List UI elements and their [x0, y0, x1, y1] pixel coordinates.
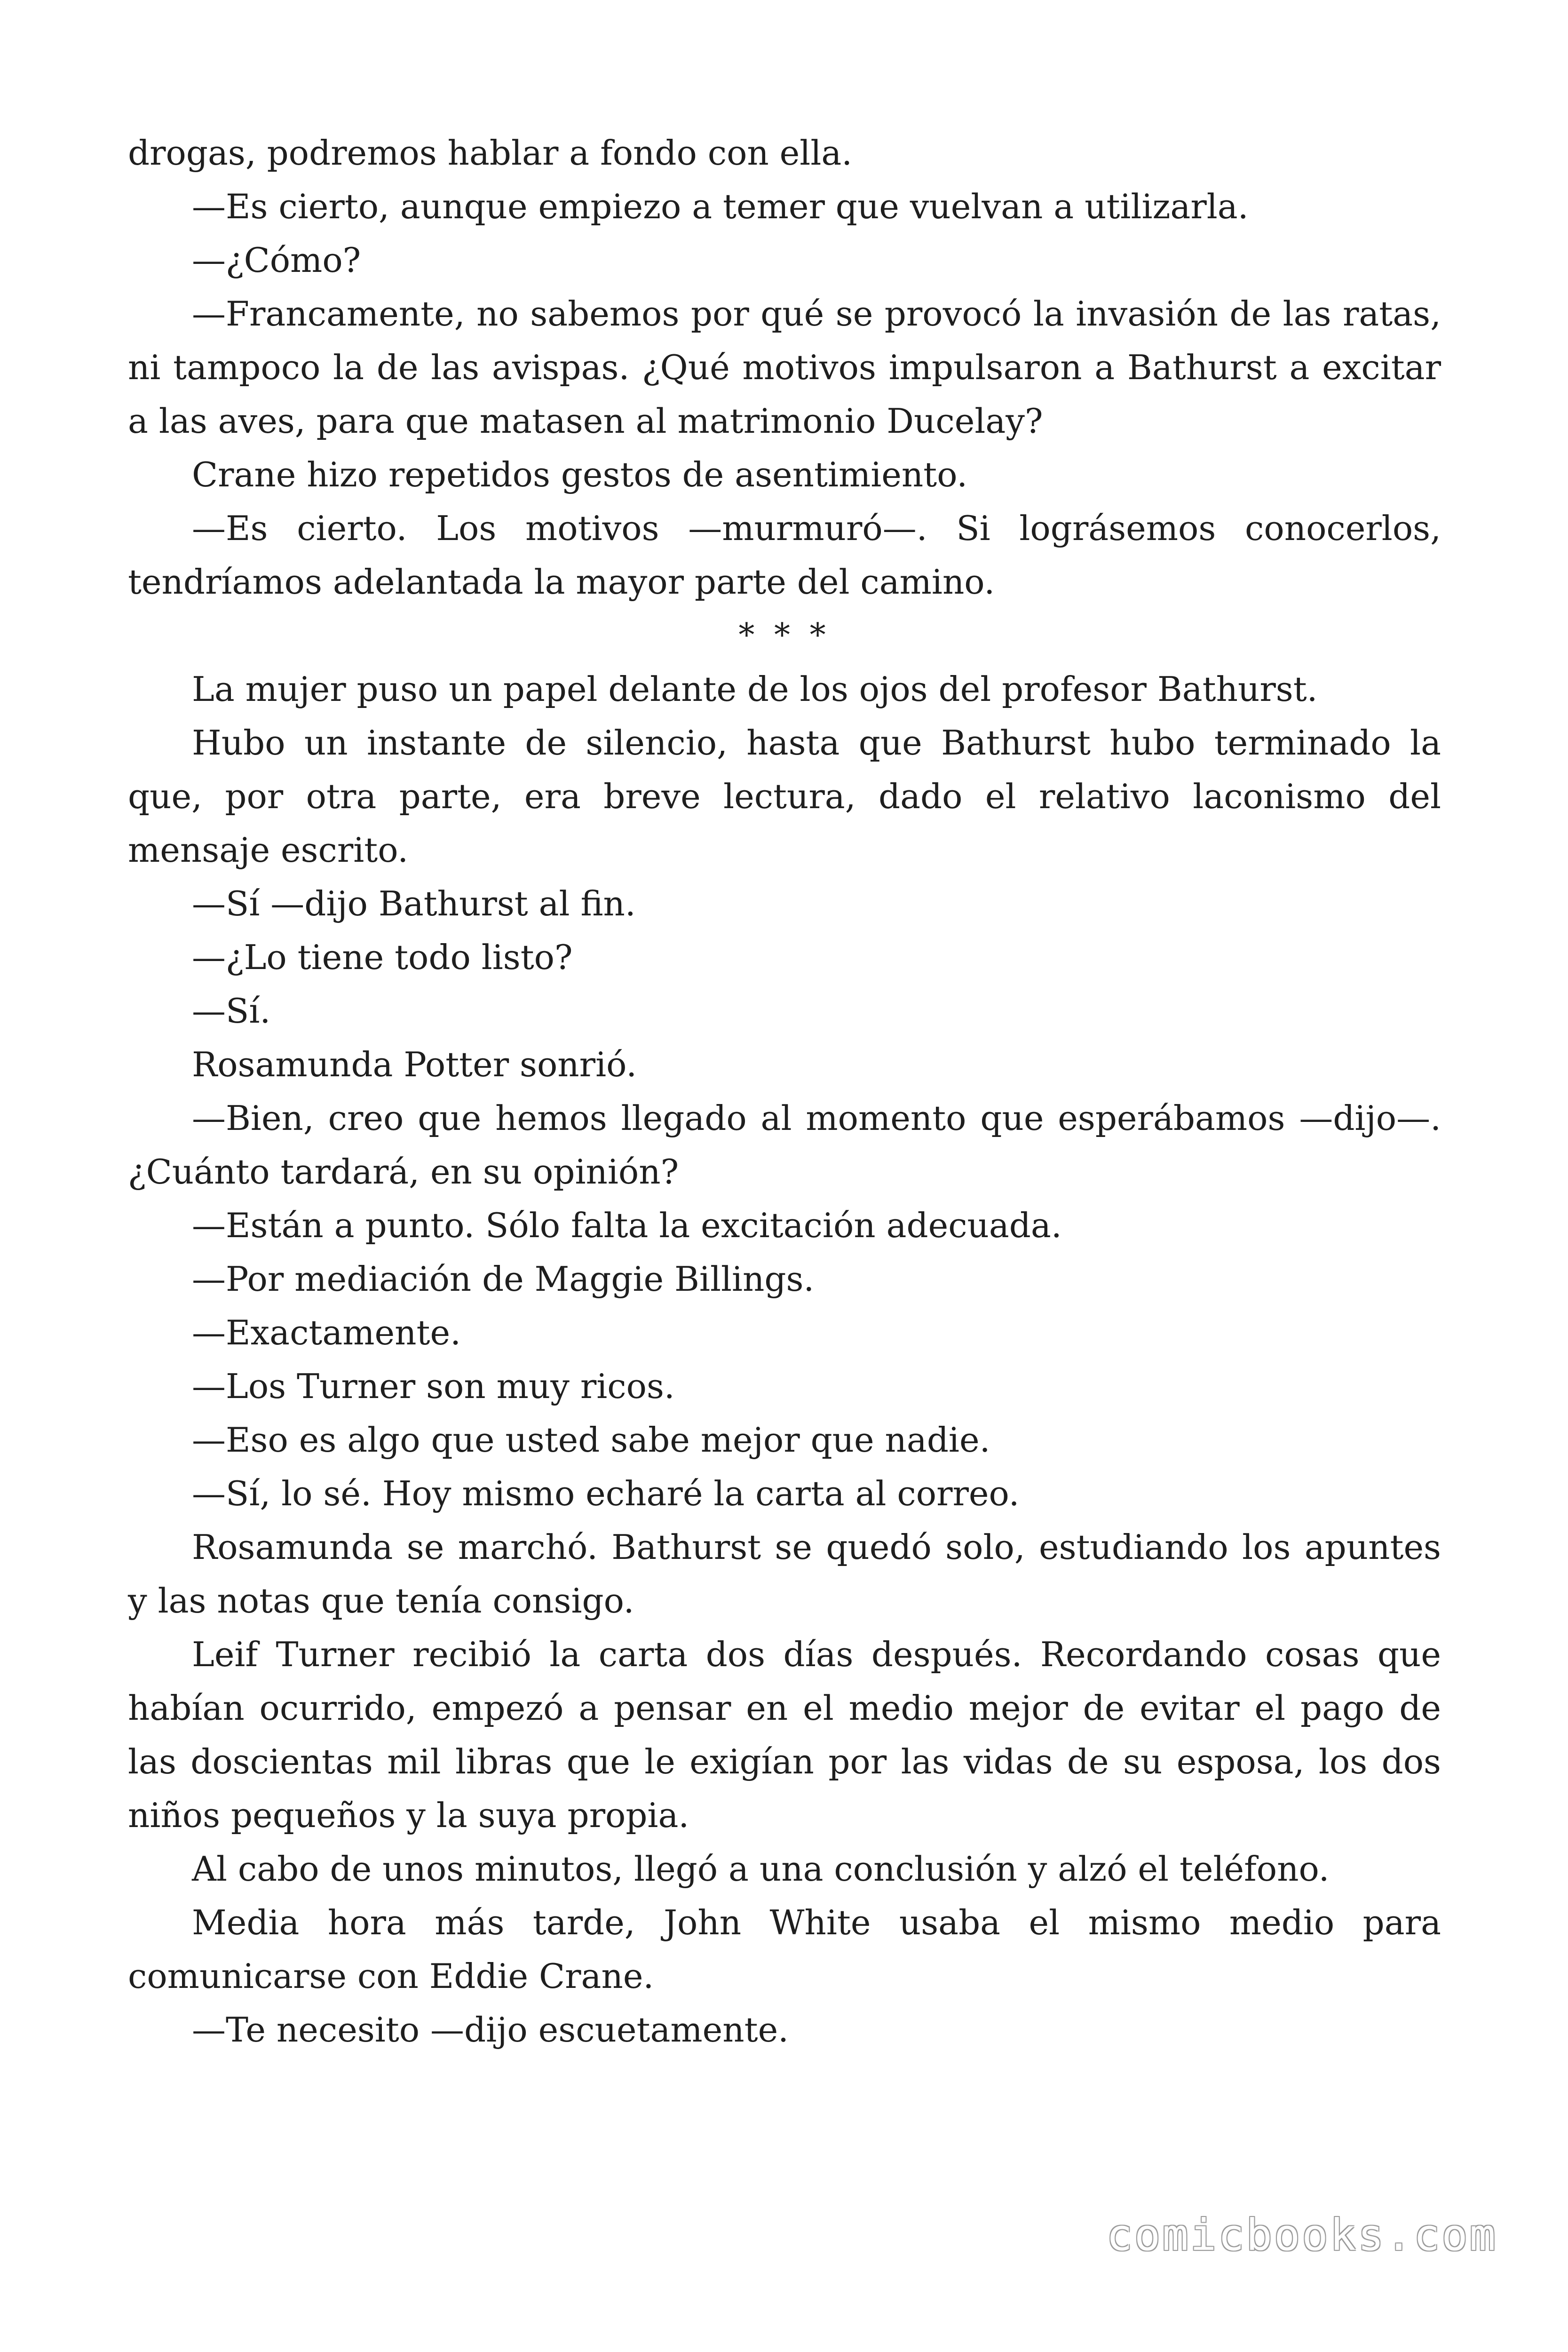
paragraph-continuation: drogas, podremos hablar a fondo con ella.: [128, 133, 853, 173]
paragraph: Leif Turner recibió la carta dos días después. Recordando cosas que habían ocurrido, empezó a pensar en el medio mejor de evitar el pago de las doscientas mil libras que le exigían por las vidas de su esposa, los dos niños pequeños y la suya propia.: [128, 1635, 1441, 1835]
paragraph: —Los Turner son muy ricos.: [192, 1367, 675, 1406]
paragraph: Al cabo de unos minutos, llegó a una conclusión y alzó el teléfono.: [192, 1849, 1330, 1889]
watermark: comicbooks.com: [1106, 2210, 1497, 2260]
paragraph: —Están a punto. Sólo falta la excitación adecuada.: [192, 1206, 1062, 1245]
paragraph: Rosamunda Potter sonrió.: [192, 1045, 637, 1084]
paragraph: Media hora más tarde, John White usaba el mismo medio para comunicarse con Eddie Crane.: [128, 1903, 1441, 1996]
paragraph: —¿Lo tiene todo listo?: [192, 938, 573, 977]
paragraph: —Exactamente.: [192, 1313, 461, 1352]
paragraph: Hubo un instante de silencio, hasta que Bathurst hubo terminado la que, por otra parte, era breve lectura, dado el relativo laconismo del mensaje escrito.: [128, 723, 1441, 870]
paragraph: —Eso es algo que usted sabe mejor que nadie.: [192, 1420, 990, 1460]
paragraph: —Te necesito —dijo escuetamente.: [192, 2010, 789, 2050]
page-body: [128, 126, 1441, 2057]
paragraph: —¿Cómo?: [192, 240, 361, 280]
paragraph: —Por mediación de Maggie Billings.: [192, 1259, 815, 1299]
paragraph: —Sí.: [192, 991, 271, 1031]
paragraph: —Es cierto. Los motivos —murmuró—. Si lográsemos conocerlos, tendríamos adelantada la mayor parte del camino.: [128, 509, 1441, 602]
paragraph: —Sí, lo sé. Hoy mismo echaré la carta al correo.: [192, 1474, 1020, 1513]
paragraph: —Es cierto, aunque empiezo a temer que vuelvan a utilizarla.: [192, 187, 1249, 226]
paragraph: —Francamente, no sabemos por qué se provocó la invasión de las ratas, ni tampoco la de las avispas. ¿Qué motivos impulsaron a Bathurst a excitar a las aves, para que matasen al matrimonio Ducelay?: [128, 294, 1441, 441]
paragraph: Rosamunda se marchó. Bathurst se quedó solo, estudiando los apuntes y las notas que tenía consigo.: [128, 1527, 1441, 1621]
paragraph: La mujer puso un papel delante de los ojos del profesor Bathurst.: [192, 669, 1318, 709]
paragraph: —Sí —dijo Bathurst al fin.: [192, 884, 636, 923]
paragraph: Crane hizo repetidos gestos de asentimiento.: [192, 455, 968, 494]
paragraph: —Bien, creo que hemos llegado al momento que esperábamos —dijo—. ¿Cuánto tardará, en su opinión?: [128, 1098, 1441, 1192]
scene-separator: * * *: [738, 617, 831, 654]
